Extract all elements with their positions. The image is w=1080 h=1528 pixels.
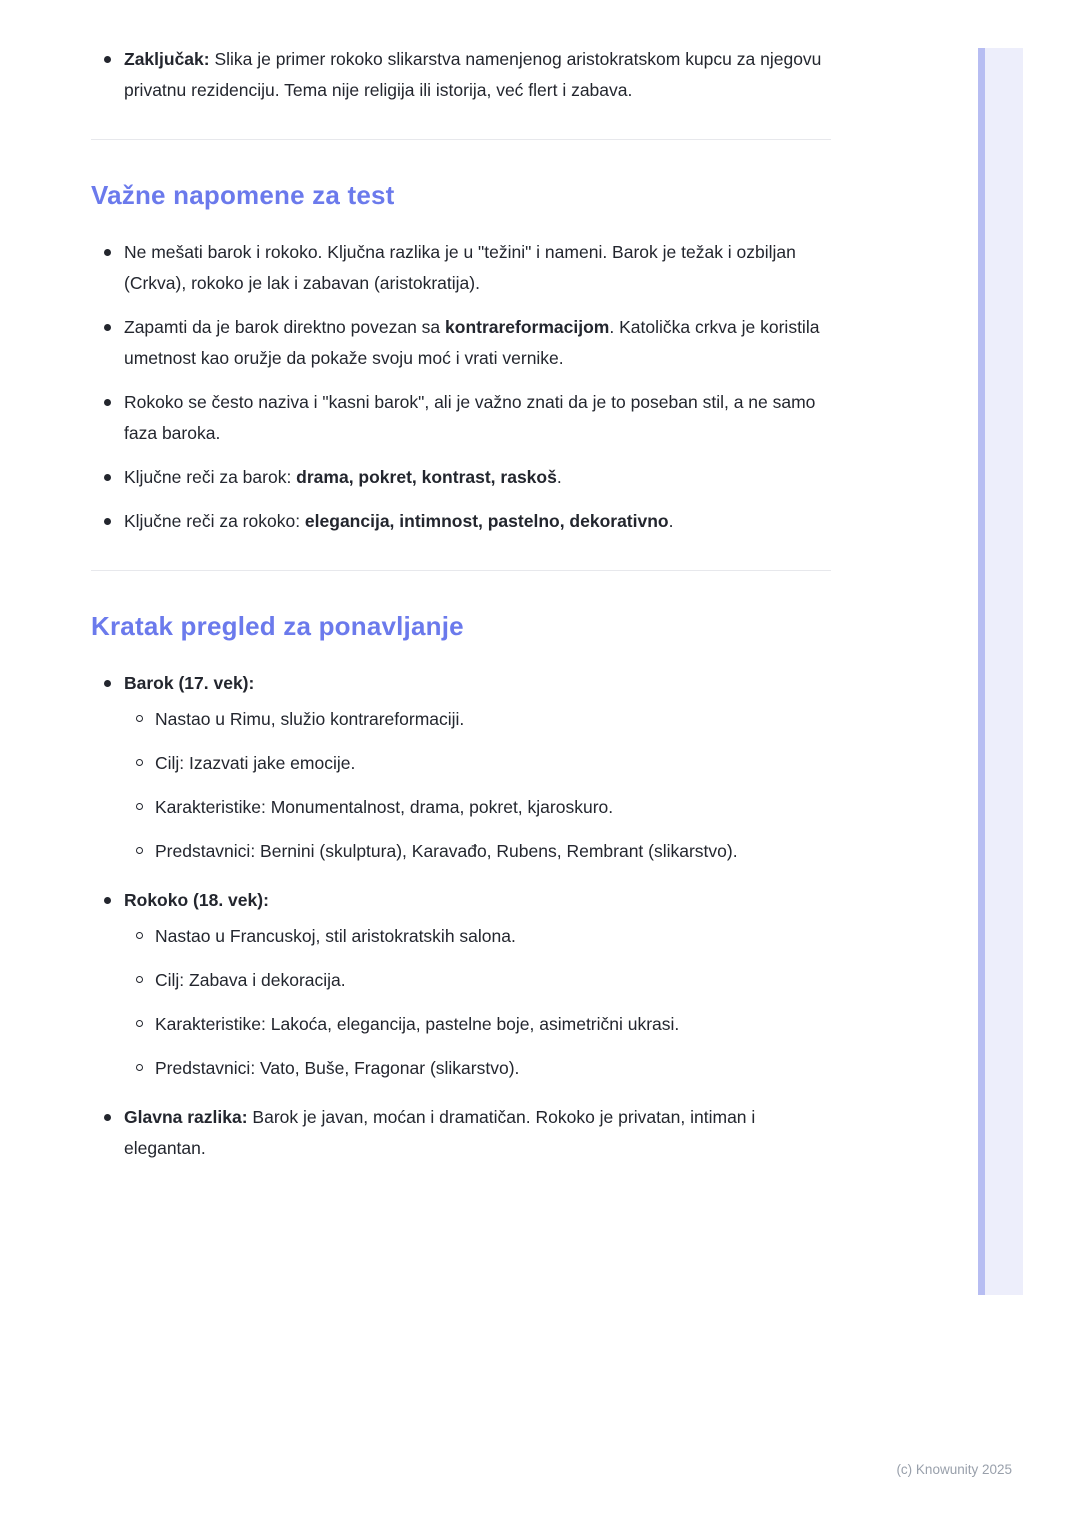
note-bold: drama, pokret, kontrast, raskoš: [296, 467, 557, 487]
bullet-icon: [104, 474, 111, 481]
note-text: Ključne reči za rokoko:: [124, 511, 305, 531]
circle-bullet-icon: [136, 803, 143, 810]
list-item-text: [124, 1102, 831, 1164]
sublist-item: [124, 836, 738, 867]
group-label: Rokoko (18. vek):: [124, 890, 269, 910]
divider: [91, 570, 831, 571]
barok-sublist: [124, 704, 738, 867]
list-item: [91, 506, 831, 537]
list-item-rokoko: [91, 885, 831, 1084]
scrollbar-thumb[interactable]: [978, 48, 985, 1295]
sublist-item: [124, 921, 679, 952]
circle-bullet-icon: [136, 1020, 143, 1027]
sublist-item-text: Karakteristike: Monumentalnost, drama, pokret, kjaroskuro.: [155, 797, 614, 817]
sublist-item-text: Nastao u Francuskoj, stil aristokratskih salona.: [155, 926, 516, 946]
circle-bullet-icon: [136, 1064, 143, 1071]
list-item-text: [124, 668, 738, 867]
note-text: Ključne reči za barok:: [124, 467, 297, 487]
list-item: [91, 462, 831, 493]
circle-bullet-icon: [136, 759, 143, 766]
circle-bullet-icon: [136, 715, 143, 722]
sublist-item: [124, 704, 738, 735]
list-item: [91, 387, 831, 449]
group-label: Barok (17. vek):: [124, 673, 255, 693]
list-item: [91, 237, 831, 299]
note-text: .: [556, 467, 562, 487]
list-item-text: [124, 506, 674, 537]
bullet-icon: [104, 680, 111, 687]
scrollbar-track[interactable]: [978, 48, 1023, 1295]
note-bold: kontrareformacijom: [445, 317, 610, 337]
sublist-item: [124, 965, 679, 996]
note-text: Zapamti da je barok direktno povezan sa: [124, 317, 446, 337]
note-text: .: [668, 511, 674, 531]
bullet-icon: [104, 56, 111, 63]
list-item-text: [124, 44, 831, 106]
sublist-item-text: Karakteristike: Lakoća, elegancija, pastelne boje, asimetrični ukrasi.: [155, 1014, 680, 1034]
sublist-item-text: Cilj: Zabava i dekoracija.: [155, 970, 346, 990]
review-list: [91, 668, 831, 1164]
list-item: [91, 312, 831, 374]
sublist-item-text: Predstavnici: Bernini (skulptura), Karavađo, Rubens, Rembrant (slikarstvo).: [155, 841, 738, 861]
list-item-text: [124, 237, 831, 299]
note-text: Ne mešati barok i rokoko. Ključna razlika je u "težini" i nameni. Barok je težak i ozbiljan (Crkva), rokoko je lak i zabavan (aristokratija).: [124, 242, 796, 293]
note-text: Rokoko se često naziva i "kasni barok", ali je važno znati da je to poseban stil, a ne samo faza baroka.: [124, 392, 816, 443]
list-item-text: [124, 462, 562, 493]
section-title-review: Kratak pregled za ponavljanje: [91, 611, 464, 641]
rokoko-sublist: [124, 921, 679, 1084]
bullet-icon: [104, 1114, 111, 1121]
sublist-item: [124, 1053, 679, 1084]
circle-bullet-icon: [136, 847, 143, 854]
bullet-icon: [104, 324, 111, 331]
list-item-text: [124, 387, 831, 449]
bullet-icon: [104, 897, 111, 904]
circle-bullet-icon: [136, 932, 143, 939]
list-item-text: [124, 885, 679, 1084]
intro-text: Slika je primer rokoko slikarstva namenjenog aristokratskom kupcu za njegovu privatnu rezidenciju. Tema nije religija ili istorija, već flert i zabava.: [124, 49, 822, 100]
bullet-icon: [104, 399, 111, 406]
list-item: [91, 44, 831, 106]
sublist-item-text: Nastao u Rimu, služio kontrareformaciji.: [155, 709, 465, 729]
bullet-icon: [104, 518, 111, 525]
section-title-notes: Važne napomene za test: [91, 180, 395, 210]
final-bold-label: Glavna razlika:: [124, 1107, 248, 1127]
sublist-item-text: Cilj: Izazvati jake emocije.: [155, 753, 356, 773]
note-bold: elegancija, intimnost, pastelno, dekorativno: [304, 511, 669, 531]
divider: [91, 139, 831, 140]
document-content: [91, 44, 831, 1164]
sublist-item: [124, 748, 738, 779]
sublist-item: [124, 792, 738, 823]
intro-list: [91, 44, 831, 106]
sublist-item: [124, 1009, 679, 1040]
list-item-glavna-razlika: [91, 1102, 831, 1164]
list-item-text: [124, 312, 831, 374]
copyright-text: (c) Knowunity 2025: [896, 1462, 1012, 1477]
bullet-icon: [104, 249, 111, 256]
final-text: Barok je javan, moćan i dramatičan. Rokoko je privatan, intiman i elegantan.: [124, 1107, 756, 1158]
sublist-item-text: Predstavnici: Vato, Buše, Fragonar (slikarstvo).: [155, 1058, 520, 1078]
circle-bullet-icon: [136, 976, 143, 983]
note-text: . Katolička crkva je koristila umetnost kao oružje da pokaže svoju moć i vrati vernike.: [124, 317, 820, 368]
list-item-barok: [91, 668, 831, 867]
notes-list: [91, 237, 831, 537]
intro-bold-label: Zaključak:: [124, 49, 210, 69]
